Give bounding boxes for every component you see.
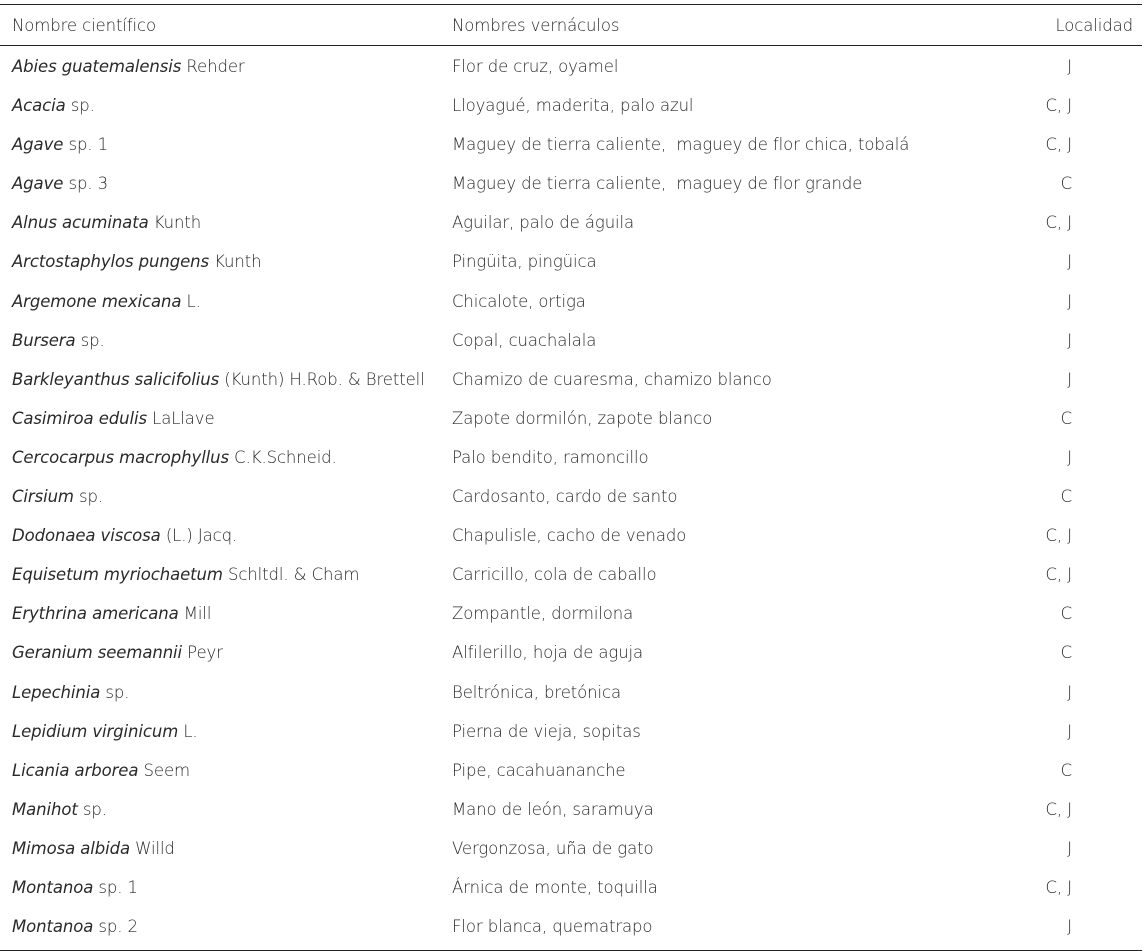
table-row [0, 751, 1142, 790]
scientific-name-author: Peyr [182, 643, 223, 663]
table-row [0, 47, 1142, 86]
table-header [0, 5, 1142, 46]
vernacular-names-cell: Maguey de tierra caliente, maguey de flor grande [452, 174, 863, 194]
scientific-name-author: Willd [129, 838, 175, 858]
scientific-name-italic: Casimiroa edulis [12, 408, 147, 428]
scientific-name-author: L. [181, 291, 201, 311]
header-vernacular-names: Nombres vernáculos [452, 16, 620, 35]
table-row [0, 868, 1142, 907]
scientific-name-italic: Montanoa [12, 917, 94, 937]
locality-cell: J [1067, 291, 1072, 311]
vernacular-names-cell: Pingüita, pingüica [452, 252, 597, 272]
table-body [0, 46, 1142, 950]
table-row [0, 438, 1142, 477]
vernacular-names-cell: Alfilerillo, hoja de aguja [452, 643, 644, 663]
scientific-name-author: LaLlave [146, 408, 215, 428]
scientific-name-author: Rehder [181, 57, 245, 76]
scientific-name-italic: Mimosa albida [12, 838, 130, 858]
table-row [0, 712, 1142, 751]
scientific-name-italic: Montanoa [12, 877, 94, 897]
scientific-name-italic: Lepechinia [12, 682, 101, 702]
table-row [0, 282, 1142, 321]
scientific-name-italic: Barkleyanthus salicifolius [12, 369, 220, 389]
scientific-name-author: Schltdl. & Cham [222, 565, 360, 585]
locality-cell: J [1067, 330, 1072, 350]
scientific-name-author: sp. 2 [93, 917, 138, 937]
vernacular-names-cell: Beltrónica, bretónica [452, 682, 621, 702]
scientific-name-italic: Manihot [12, 799, 78, 819]
locality-cell: C, J [1045, 565, 1072, 585]
table-row [0, 477, 1142, 516]
scientific-name-italic: Arctostaphylos pungens [12, 252, 209, 272]
scientific-name-author: sp. 1 [63, 135, 108, 155]
table-row [0, 321, 1142, 360]
locality-cell: C, J [1045, 799, 1072, 819]
table-row [0, 125, 1142, 164]
locality-cell: C [1060, 174, 1072, 194]
table-row [0, 86, 1142, 125]
scientific-name-italic: Lepidium virginicum [12, 721, 179, 741]
locality-cell: C [1060, 604, 1072, 624]
table-row [0, 673, 1142, 712]
table-row [0, 242, 1142, 281]
scientific-name-author: sp. 1 [93, 877, 138, 897]
scientific-name-italic: Erythrina americana [12, 604, 179, 624]
scientific-name-italic: Bursera [12, 330, 76, 350]
scientific-name-italic: Alnus acuminata [12, 213, 149, 233]
vernacular-names-cell: Lloyagué, maderita, palo azul [452, 96, 694, 116]
locality-cell: J [1067, 682, 1072, 702]
locality-cell: C [1060, 487, 1072, 507]
table-row [0, 164, 1142, 203]
scientific-name-italic: Cercocarpus macrophyllus [12, 447, 230, 467]
vernacular-names-cell: Zapote dormilón, zapote blanco [452, 408, 713, 428]
table-row [0, 829, 1142, 868]
scientific-name-author: C.K.Schneid. [229, 447, 337, 467]
locality-cell: J [1067, 721, 1072, 741]
scientific-name-author: Mill [178, 604, 212, 624]
scientific-name-author: sp. 3 [63, 174, 108, 194]
locality-cell: C [1060, 760, 1072, 780]
locality-cell: J [1067, 252, 1072, 272]
header-locality: Localidad [1055, 16, 1133, 35]
locality-cell: C, J [1045, 213, 1072, 233]
vernacular-names-cell: Aguilar, palo de águila [452, 213, 635, 233]
table-row [0, 594, 1142, 633]
table-row [0, 516, 1142, 555]
locality-cell: J [1067, 57, 1072, 76]
table-row [0, 203, 1142, 242]
vernacular-names-cell: Flor blanca, quematrapo [452, 917, 653, 937]
scientific-name-author: sp. [100, 682, 130, 702]
scientific-name-italic: Agave [12, 174, 64, 194]
vernacular-names-cell: Mano de león, saramuya [452, 799, 654, 819]
locality-cell: J [1067, 838, 1072, 858]
scientific-name-italic: Agave [12, 135, 64, 155]
table-row [0, 907, 1142, 946]
table-row [0, 555, 1142, 594]
table-row [0, 633, 1142, 672]
vernacular-names-cell: Maguey de tierra caliente, maguey de flor chica, tobalá [452, 135, 910, 155]
scientific-name-italic: Dodonaea viscosa [12, 526, 161, 546]
vernacular-names-cell: Cardosanto, cardo de santo [452, 487, 678, 507]
scientific-name-author: sp. [77, 799, 107, 819]
scientific-name-author: Kunth [148, 213, 202, 233]
vernacular-names-cell: Chicalote, ortiga [452, 291, 586, 311]
scientific-name-italic: Argemone mexicana [12, 291, 182, 311]
scientific-name-author: (Kunth) H.Rob. & Brettell [219, 369, 425, 389]
vernacular-names-cell: Vergonzosa, uña de gato [452, 838, 654, 858]
scientific-name-italic: Geranium seemannii [12, 643, 183, 663]
vernacular-names-cell: Flor de cruz, oyamel [452, 57, 619, 76]
scientific-name-italic: Licania arborea [12, 760, 139, 780]
table-row [0, 790, 1142, 829]
vernacular-names-cell: Copal, cuachalala [452, 330, 597, 350]
scientific-name-italic: Cirsium [12, 487, 74, 507]
scientific-name-author: Seem [138, 760, 190, 780]
locality-cell: C, J [1045, 526, 1072, 546]
scientific-name-italic: Abies guatemalensis [12, 57, 182, 76]
plant-names-table [0, 4, 1142, 951]
locality-cell: C, J [1045, 96, 1072, 116]
vernacular-names-cell: Carricillo, cola de caballo [452, 565, 657, 585]
locality-cell: J [1067, 369, 1072, 389]
locality-cell: C, J [1045, 135, 1072, 155]
header-scientific-name: Nombre científico [12, 16, 156, 35]
scientific-name-author: L. [178, 721, 198, 741]
scientific-name-author: sp. [73, 487, 104, 507]
table-row [0, 399, 1142, 438]
vernacular-names-cell: Chamizo de cuaresma, chamizo blanco [452, 369, 772, 389]
table-row [0, 360, 1142, 399]
vernacular-names-cell: Árnica de monte, toquilla [452, 877, 658, 897]
vernacular-names-cell: Pierna de vieja, sopitas [452, 721, 641, 741]
locality-cell: J [1067, 447, 1072, 467]
locality-cell: J [1067, 917, 1072, 937]
scientific-name-italic: Equisetum myriochaetum [12, 565, 223, 585]
scientific-name-author: sp. [75, 330, 105, 350]
locality-cell: C [1060, 408, 1072, 428]
vernacular-names-cell: Zompantle, dormilona [452, 604, 634, 624]
scientific-name-author: (L.) Jacq. [160, 526, 238, 546]
vernacular-names-cell: Pipe, cacahuananche [452, 760, 626, 780]
scientific-name-author: sp. [65, 96, 95, 116]
locality-cell: C [1060, 643, 1072, 663]
scientific-name-author: Kunth [208, 252, 262, 272]
scientific-name-italic: Acacia [12, 96, 66, 116]
vernacular-names-cell: Chapulisle, cacho de venado [452, 526, 687, 546]
locality-cell: C, J [1045, 877, 1072, 897]
vernacular-names-cell: Palo bendito, ramoncillo [452, 447, 649, 467]
